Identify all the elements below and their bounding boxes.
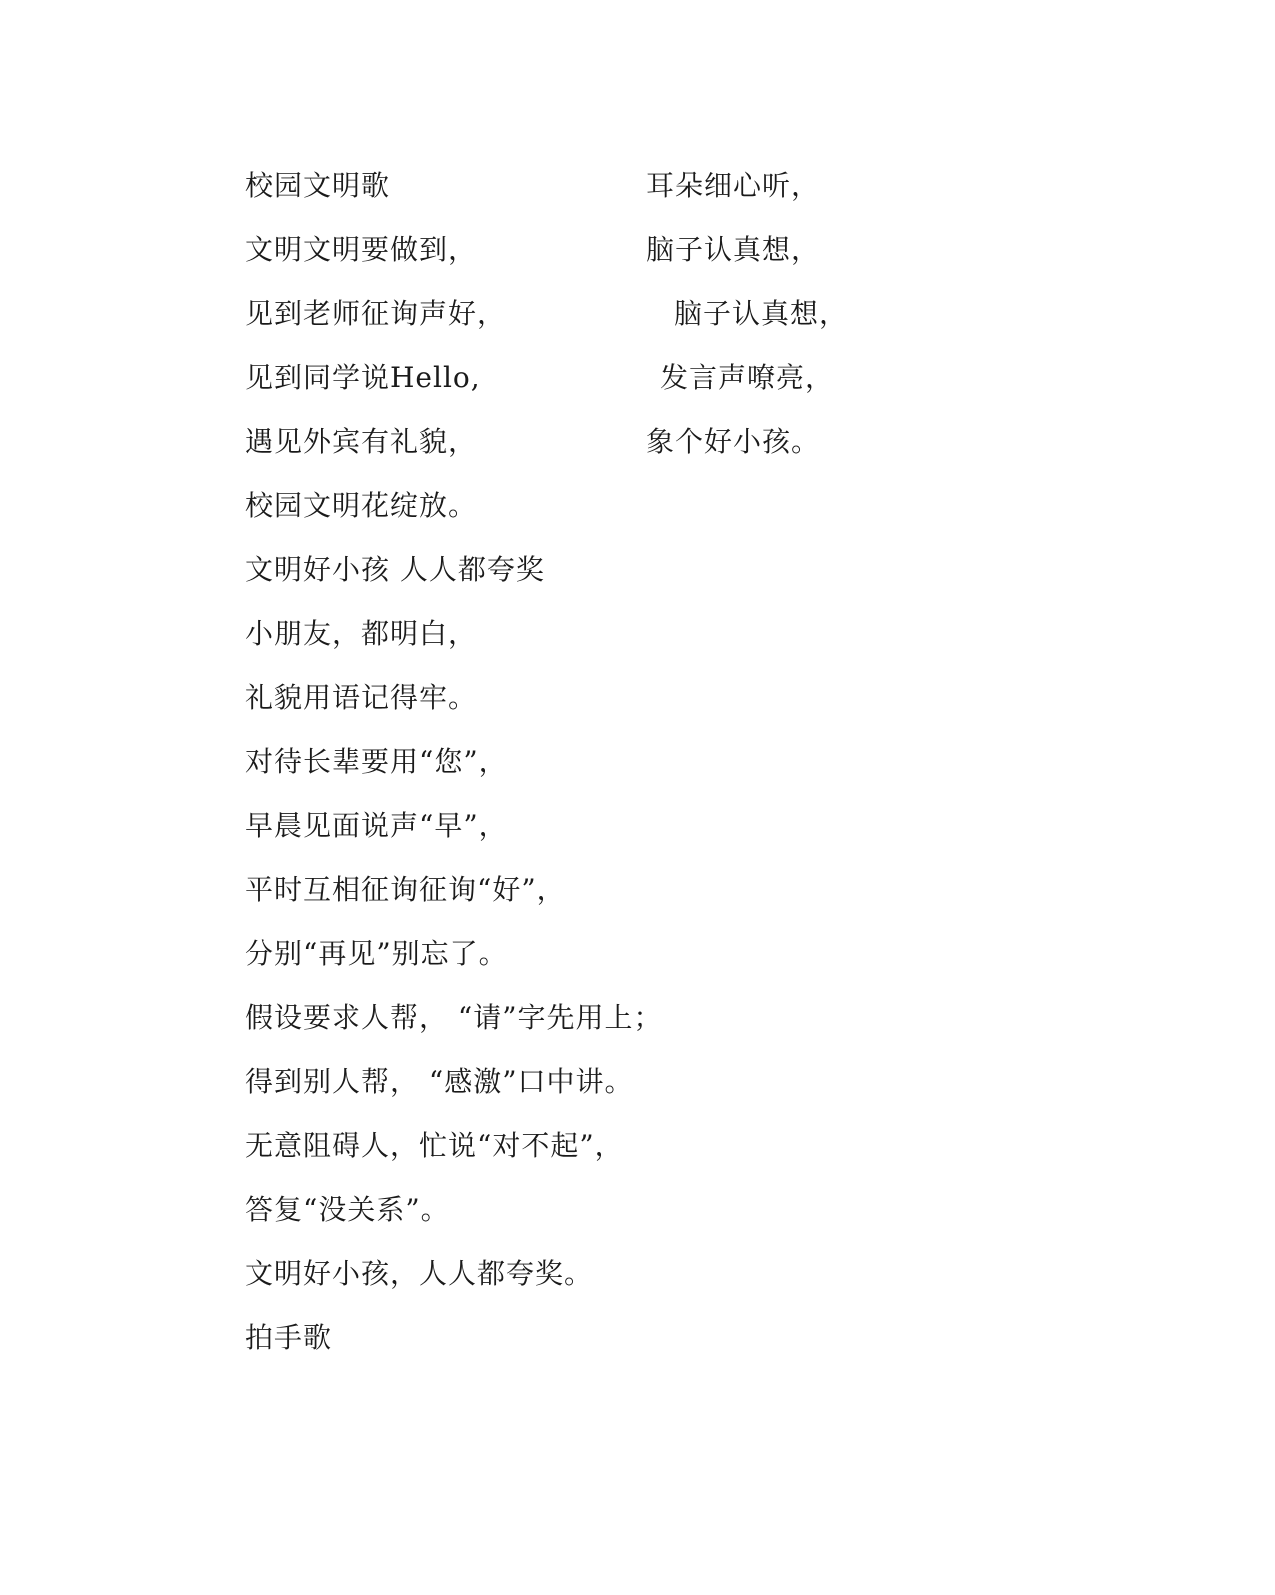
- text-line-2: 文明文明要做到，: [245, 233, 478, 266]
- text-line-1: 校园文明歌: [245, 169, 391, 202]
- right-text-line-1: 耳朵细心听，: [646, 169, 821, 202]
- text-line-17: 答复“没关系”。: [245, 1193, 450, 1226]
- text-line-15: 得到别人帮， “感激”口中讲。: [245, 1065, 634, 1098]
- text-line-13: 分别“再见”别忘了。: [245, 937, 508, 970]
- text-line-11: 早晨见面说声“早”，: [245, 809, 508, 842]
- text-line-6: 校园文明花绽放。: [245, 489, 478, 522]
- text-line-18: 文明好小孩，人人都夸奖。: [245, 1257, 594, 1290]
- right-text-line-2: 脑子认真想，: [646, 233, 821, 266]
- text-line-10: 对待长辈要用“您”，: [245, 745, 508, 778]
- text-line-4: 见到同学说Hello,: [245, 361, 481, 394]
- text-line-12: 平时互相征询征询“好”，: [245, 873, 566, 906]
- text-line-16: 无意阻碍人，忙说“对不起”，: [245, 1129, 624, 1162]
- text-line-7: 文明好小孩 人人都夸奖: [245, 553, 545, 586]
- text-line-14: 假设要求人帮， “请”字先用上；: [245, 1001, 663, 1034]
- right-text-line-5: 象个好小孩。: [646, 425, 821, 458]
- right-text-line-4: 发言声嘹亮，: [660, 361, 835, 394]
- text-line-5: 遇见外宾有礼貌，: [245, 425, 478, 458]
- text-line-3: 见到老师征询声好，: [245, 297, 507, 330]
- text-line-9: 礼貌用语记得牢。: [245, 681, 478, 714]
- text-line-19: 拍手歌: [245, 1321, 333, 1354]
- right-text-line-3: 脑子认真想，: [674, 297, 849, 330]
- text-line-8: 小朋友，都明白，: [245, 617, 478, 650]
